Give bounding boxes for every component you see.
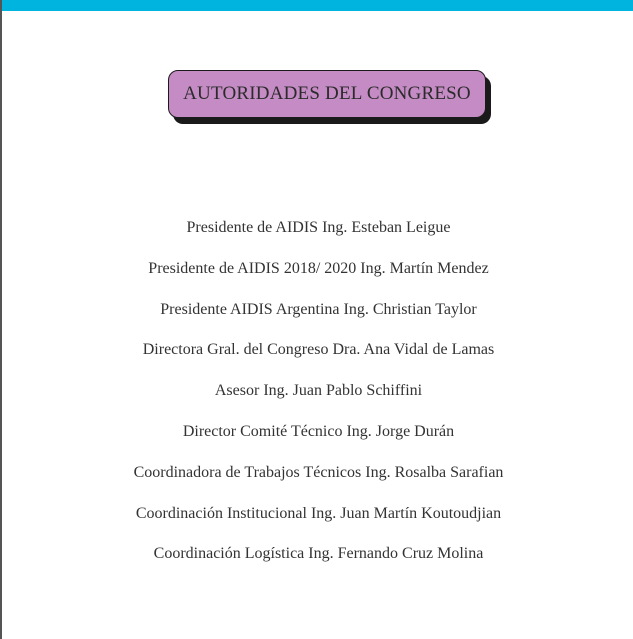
authorities-list: [2, 214, 633, 581]
authority-item: Presidente AIDIS Argentina Ing. Christian Taylor: [160, 300, 477, 318]
authority-item: Coordinación Institucional Ing. Juan Martín Koutoudjian: [135, 504, 502, 522]
page-title: AUTORIDADES DEL CONGRESO: [183, 83, 471, 104]
top-accent-bar: [2, 0, 633, 11]
authority-item: Coordinadora de Trabajos Técnicos Ing. Rosalba Sarafian: [133, 463, 504, 481]
authority-item: Asesor Ing. Juan Pablo Schiffini: [214, 382, 423, 400]
authority-item: Coordinación Logística Ing. Fernando Cruz Molina: [153, 545, 484, 563]
authority-item: Director Comité Técnico Ing. Jorge Durán: [182, 422, 455, 440]
title-banner-box: [168, 70, 486, 118]
title-banner: [168, 70, 490, 122]
authority-item: Directora Gral. del Congreso Dra. Ana Vidal de Lamas: [142, 341, 495, 359]
authority-item: Presidente de AIDIS 2018/ 2020 Ing. Martín Mendez: [148, 259, 489, 277]
authority-item: Presidente de AIDIS Ing. Esteban Leigue: [186, 219, 451, 236]
